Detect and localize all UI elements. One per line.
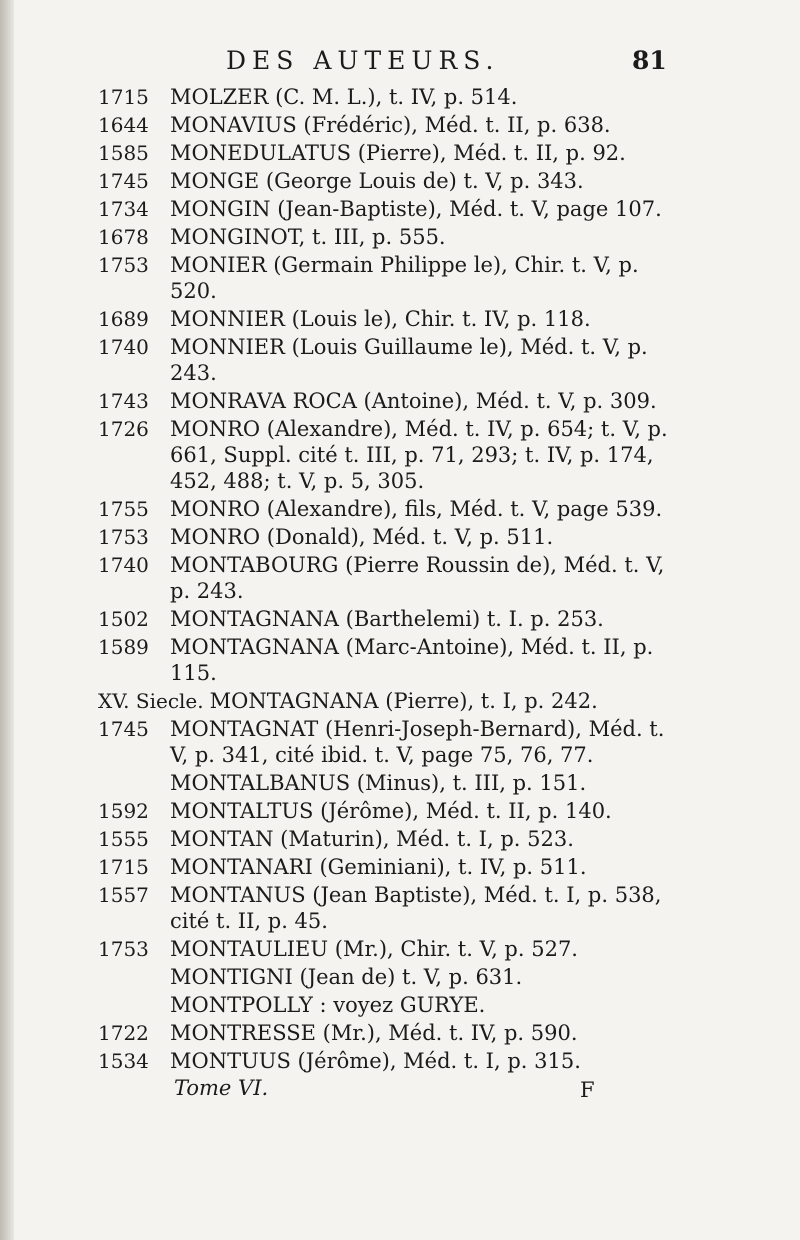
author-index-list: [98, 84, 688, 1074]
index-entry: [98, 1048, 688, 1074]
index-entry: [98, 606, 688, 632]
index-entry: [98, 168, 688, 194]
entry-text: MONEDULATUS (Pierre), Méd. t. II, p. 92.: [170, 141, 626, 165]
entry-text: MONRO (Donald), Méd. t. V, p. 511.: [170, 525, 554, 549]
entry-year: 1755: [98, 497, 149, 521]
entry-year: 1589: [98, 635, 149, 659]
index-entry: [98, 196, 688, 222]
index-entry: [98, 334, 688, 386]
entry-year: XV. Siecle.: [98, 689, 204, 713]
index-entry: [98, 936, 688, 962]
index-entry: [98, 306, 688, 332]
entry-text: MONTABOURG (Pierre Roussin de), Méd. t. V, p. 243.: [170, 553, 671, 603]
running-header: [98, 40, 688, 80]
index-entry: [98, 1020, 688, 1046]
entry-year: 1740: [98, 335, 149, 359]
index-entry: [98, 882, 688, 934]
entry-text: MONTAGNANA (Barthelemi) t. I. p. 253.: [170, 607, 604, 631]
entry-year: 1743: [98, 389, 149, 413]
index-entry: [98, 140, 688, 166]
index-entry: [98, 112, 688, 138]
entry-year: 1753: [98, 253, 149, 277]
index-entry: [98, 770, 688, 796]
index-entry: [98, 992, 688, 1018]
index-entry: [98, 84, 688, 110]
entry-year: 1555: [98, 827, 149, 851]
signature-mark: F: [580, 1078, 595, 1102]
volume-label: Tome VI.: [174, 1076, 269, 1100]
entry-text: MONGE (George Louis de) t. V, p. 343.: [170, 169, 584, 193]
entry-year: 1678: [98, 225, 149, 249]
entry-year: 1502: [98, 607, 149, 631]
index-entry: [98, 634, 688, 686]
entry-text: MONTAULIEU (Mr.), Chir. t. V, p. 527.: [170, 937, 578, 961]
entry-text: MONTALTUS (Jérôme), Méd. t. II, p. 140.: [170, 799, 612, 823]
entry-text: MONTRESSE (Mr.), Méd. t. IV, p. 590.: [170, 1021, 578, 1045]
entry-year: 1726: [98, 417, 149, 441]
entry-text: MONTALBANUS (Minus), t. III, p. 151.: [170, 771, 587, 795]
index-entry: [98, 826, 688, 852]
entry-text: MONRO (Alexandre), Méd. t. IV, p. 654; t. V, p. 661, Suppl. cité t. III, p. 71, 293; t. IV, p. 174, 452, 488; t. V, p. 5, 305.: [170, 417, 675, 493]
index-entry: [98, 964, 688, 990]
page-footer: [98, 1076, 688, 1106]
entry-text: MONTPOLLY : voyez GURYE.: [170, 993, 486, 1017]
entry-text: MONTAGNANA (Pierre), t. I, p. 242.: [209, 689, 598, 713]
entry-text: MONGIN (Jean-Baptiste), Méd. t. V, page 107.: [170, 197, 662, 221]
entry-text: MONNIER (Louis le), Chir. t. IV, p. 118.: [170, 307, 591, 331]
entry-year: 1585: [98, 141, 149, 165]
entry-text: MONAVIUS (Frédéric), Méd. t. II, p. 638.: [170, 113, 611, 137]
index-entry: [98, 688, 688, 714]
entry-text: MOLZER (C. M. L.), t. IV, p. 514.: [170, 85, 518, 109]
entry-year: 1557: [98, 883, 149, 907]
header-title: DES AUTEURS.: [226, 46, 500, 75]
entry-text: MONNIER (Louis Guillaume le), Méd. t. V, p. 243.: [170, 335, 655, 385]
entry-text: MONTAGNANA (Marc-Antoine), Méd. t. II, p. 115.: [170, 635, 661, 685]
entry-year: 1534: [98, 1049, 149, 1073]
index-entry: [98, 798, 688, 824]
entry-year: 1592: [98, 799, 149, 823]
entry-text: MONRO (Alexandre), fils, Méd. t. V, page 539.: [170, 497, 663, 521]
entry-year: 1715: [98, 85, 149, 109]
entry-year: 1689: [98, 307, 149, 331]
index-entry: [98, 716, 688, 768]
entry-text: MONIER (Germain Philippe le), Chir. t. V, p. 520.: [170, 253, 646, 303]
index-entry: [98, 416, 688, 494]
index-entry: [98, 524, 688, 550]
index-entry: [98, 552, 688, 604]
entry-year: 1753: [98, 525, 149, 549]
entry-text: MONTIGNI (Jean de) t. V, p. 631.: [170, 965, 523, 989]
index-entry: [98, 224, 688, 250]
entry-text: MONRAVA ROCA (Antoine), Méd. t. V, p. 309.: [170, 389, 657, 413]
entry-year: 1753: [98, 937, 149, 961]
index-entry: [98, 388, 688, 414]
entry-year: 1734: [98, 197, 149, 221]
entry-text: MONTAGNAT (Henri-Joseph-Bernard), Méd. t. V, p. 341, cité ibid. t. V, page 75, 76, 77.: [170, 717, 672, 767]
entry-year: 1745: [98, 169, 149, 193]
book-page: [98, 40, 688, 1106]
index-entry: [98, 252, 688, 304]
page-number: 81: [632, 46, 667, 75]
index-entry: [98, 496, 688, 522]
entry-text: MONTANARI (Geminiani), t. IV, p. 511.: [170, 855, 587, 879]
entry-year: 1722: [98, 1021, 149, 1045]
entry-text: MONTAN (Maturin), Méd. t. I, p. 523.: [170, 827, 574, 851]
index-entry: [98, 854, 688, 880]
entry-year: 1745: [98, 717, 149, 741]
entry-text: MONTANUS (Jean Baptiste), Méd. t. I, p. 538, cité t. II, p. 45.: [170, 883, 669, 933]
book-gutter-shadow: [0, 0, 14, 1240]
entry-year: 1740: [98, 553, 149, 577]
entry-year: 1644: [98, 113, 149, 137]
entry-text: MONTUUS (Jérôme), Méd. t. I, p. 315.: [170, 1049, 581, 1073]
entry-text: MONGINOT, t. III, p. 555.: [170, 225, 446, 249]
entry-year: 1715: [98, 855, 149, 879]
